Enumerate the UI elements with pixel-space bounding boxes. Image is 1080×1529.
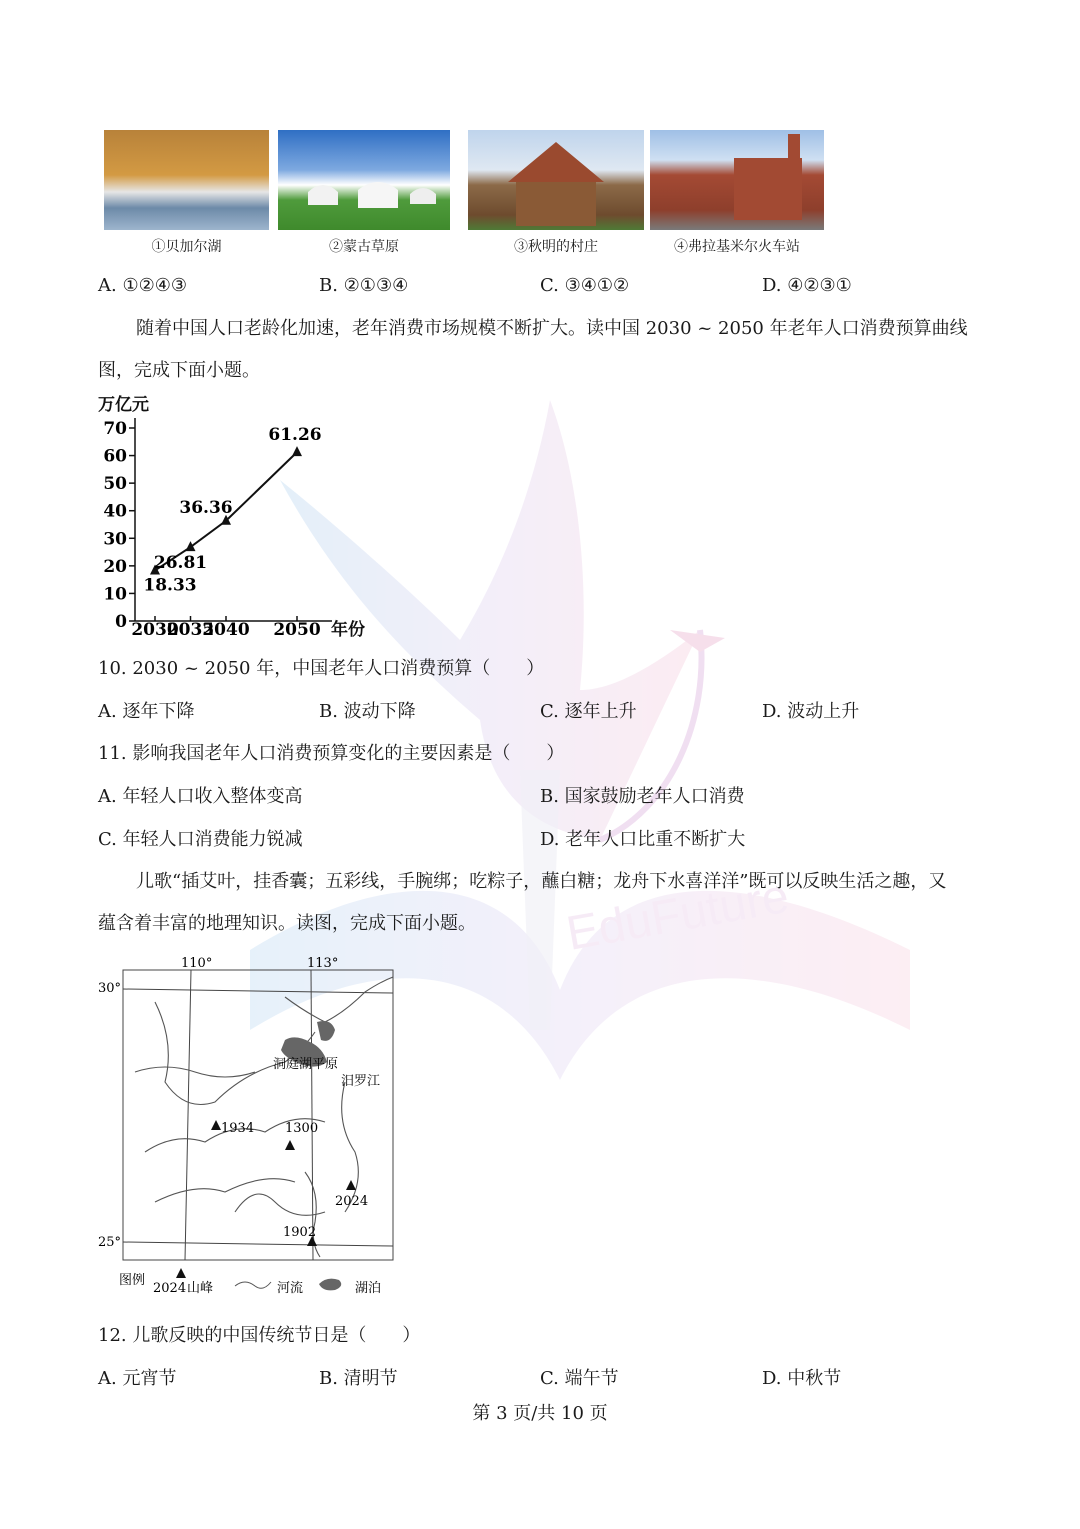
photo-caption-4: ④弗拉基米尔火车站	[674, 239, 800, 255]
x-tick-label: 2035	[166, 620, 215, 640]
intro-1-line-1: 随着中国人口老龄化加速，老年消费市场规模不断扩大。读中国 2030 ~ 2050 年老年人口消费预算曲线	[136, 318, 968, 339]
photo-vladimir-station	[650, 130, 824, 230]
q10-option-a: A. 逐年下降	[98, 701, 195, 722]
parallel-25	[123, 1242, 393, 1246]
intro-1-line-2: 图，完成下面小题。	[98, 360, 260, 381]
y-tick-label: 50	[103, 474, 127, 495]
legend-peak-icon	[176, 1268, 186, 1278]
photo-baikal	[104, 130, 269, 230]
q9-option-c: C. ③④①②	[540, 275, 630, 296]
rivers	[135, 977, 393, 1257]
map-frame	[123, 970, 393, 1260]
q9-option-d: D. ④②③①	[762, 275, 852, 296]
page-footer: 第 3 页/共 10 页	[472, 1403, 608, 1424]
legend-lake-label: 湖泊	[355, 1281, 382, 1296]
photo-tyumen-village	[468, 130, 644, 230]
intro-2-line-2: 蕴含着丰富的地理知识。读图，完成下面小题。	[98, 913, 476, 934]
station-illustration	[650, 130, 824, 230]
q9-option-b: B. ②①③④	[319, 275, 409, 296]
q12-option-a: A. 元宵节	[98, 1368, 177, 1389]
legend-peak-value: 2024	[153, 1281, 187, 1296]
data-point-marker	[292, 446, 302, 456]
q10-option-b: B. 波动下降	[319, 701, 416, 722]
peak-1902	[283, 1225, 317, 1246]
q12-stem: 12. 儿歌反映的中国传统节日是（ ）	[98, 1325, 421, 1346]
q9-option-a: A. ①②④③	[98, 275, 187, 296]
peak-label-1902: 1902	[283, 1225, 317, 1240]
y-tick-label: 40	[103, 501, 127, 522]
q10-option-d: D. 波动上升	[762, 701, 860, 722]
photo-caption-2: ②蒙古草原	[329, 239, 399, 255]
chart-x-unit: 年份	[331, 620, 365, 640]
place-label-dongting: 洞庭湖平原	[273, 1057, 339, 1072]
photo-caption-1: ①贝加尔湖	[151, 239, 222, 255]
legend-lake-icon	[319, 1279, 341, 1291]
legend-peak-label: 山峰	[187, 1281, 214, 1296]
peak-label-1934: 1934	[221, 1121, 255, 1136]
lon-label-110: 110°	[181, 956, 213, 971]
q10-stem: 10. 2030 ~ 2050 年，中国老年人口消费预算（ ）	[98, 658, 545, 679]
data-value-label: 18.33	[143, 575, 197, 596]
q12-option-d: D. 中秋节	[762, 1368, 842, 1389]
peak-label-1300: 1300	[285, 1121, 319, 1136]
chart-y-unit: 万亿元	[98, 395, 149, 415]
peak-1300	[285, 1121, 318, 1150]
hunan-map	[95, 952, 415, 1302]
photo-mongolia	[278, 130, 450, 230]
lake-north	[317, 1021, 335, 1041]
legend-title: 图例	[119, 1273, 146, 1288]
lat-label-25: 25°	[98, 1235, 122, 1250]
watermark-text: EduFuture	[562, 869, 793, 961]
lat-label-30: 30°	[98, 981, 122, 996]
y-tick-label: 70	[103, 419, 127, 439]
legend-river-icon	[235, 1282, 271, 1288]
place-label-miluo: 汨罗江	[341, 1074, 381, 1089]
data-point-marker	[186, 541, 196, 551]
y-tick-label: 10	[103, 584, 127, 605]
peak-2024	[335, 1180, 368, 1209]
intro-2-line-1: 儿歌“插艾叶，挂香囊；五彩线，手腕绑；吃粽子，蘸白糖；龙舟下水喜洋洋”既可以反映生活之趣，又	[136, 871, 947, 892]
q11-option-a: A. 年轻人口收入整体变高	[98, 786, 303, 807]
photo-caption-3: ③秋明的村庄	[514, 239, 598, 255]
peak-label-2024: 2024	[335, 1194, 369, 1209]
meridian-110	[185, 970, 191, 1260]
y-tick-label: 0	[115, 612, 127, 632]
q10-option-c: C. 逐年上升	[540, 701, 637, 722]
q12-option-b: B. 清明节	[319, 1368, 398, 1389]
y-tick-label: 30	[103, 529, 127, 550]
q12-option-c: C. 端午节	[540, 1368, 619, 1389]
data-value-label: 61.26	[268, 425, 322, 446]
data-value-label: 26.81	[153, 553, 208, 574]
q11-option-d: D. 老年人口比重不断扩大	[540, 829, 746, 850]
y-tick-label: 20	[103, 556, 127, 577]
q11-stem: 11. 影响我国老年人口消费预算变化的主要因素是（ ）	[98, 743, 565, 764]
parallel-30	[123, 989, 393, 993]
q11-option-c: C. 年轻人口消费能力锐减	[98, 829, 303, 850]
q11-option-b: B. 国家鼓励老年人口消费	[540, 786, 745, 807]
data-value-label: 36.36	[179, 497, 233, 518]
legend-river-label: 河流	[277, 1281, 304, 1296]
yurt-illustration	[278, 130, 450, 230]
house-illustration	[468, 130, 644, 230]
x-tick-label: 2050	[273, 620, 321, 640]
lon-label-113: 113°	[307, 956, 339, 971]
y-tick-label: 60	[103, 446, 127, 467]
peak-1934	[211, 1120, 254, 1136]
x-tick-label: 2040	[202, 620, 250, 640]
meridian-113	[311, 970, 313, 1260]
consumption-budget-chart	[90, 390, 390, 640]
x-tick-label: 2030	[131, 620, 179, 640]
